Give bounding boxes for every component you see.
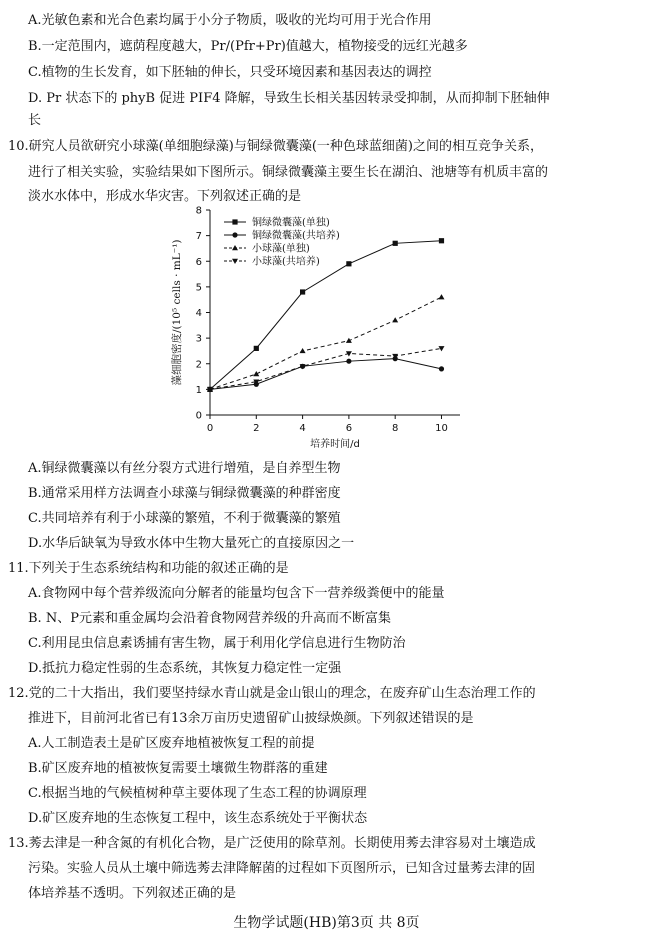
q12-option-d: D.矿区废弃地的生态恢复工程中，该生态系统处于平衡状态 bbox=[28, 811, 368, 826]
legend-label-4: 小球藻(共培养) bbox=[252, 256, 320, 268]
q13-stem-line-2: 污染。实验人员从土壤中筛选莠去津降解菌的过程如下页图所示，已知含过量莠去津的固 bbox=[28, 861, 536, 876]
q13-stem-line-1: 13.莠去津是一种含氮的有机化合物，是广泛使用的除草剂。长期使用莠去津容易对土壤造成 bbox=[8, 836, 536, 851]
series-line-2 bbox=[210, 359, 441, 390]
q12-option-a: A.人工制造表土是矿区废弃地植被恢复工程的前提 bbox=[28, 736, 315, 751]
data-point-series-1 bbox=[439, 238, 444, 243]
legend-label-1: 铜绿微囊藻(单独) bbox=[252, 217, 330, 229]
y-tick-label: 6 bbox=[195, 256, 202, 268]
legend-label-2: 铜绿微囊藻(共培养) bbox=[252, 230, 340, 242]
y-tick-label: 0 bbox=[195, 410, 202, 422]
series-line-3 bbox=[210, 297, 441, 389]
prev-option-d-continued: 长 bbox=[28, 113, 42, 128]
legend-marker-1 bbox=[232, 219, 237, 224]
x-tick-label: 8 bbox=[391, 423, 399, 434]
q11-option-b: B. N、P元素和重金属均会沿着食物网营养级的升高而不断富集 bbox=[28, 611, 391, 626]
q10-option-b: B.通常采用样方法调查小球藻与铜绿微囊藻的种群密度 bbox=[28, 486, 341, 501]
legend-label-3: 小球藻(单独) bbox=[252, 243, 310, 255]
data-point-series-1 bbox=[346, 261, 351, 266]
series-line-4 bbox=[210, 348, 441, 389]
data-point-series-1 bbox=[254, 346, 259, 351]
q12-stem-line-1: 12.党的二十大指出，我们要坚持绿水青山就是金山银山的理念，在废弃矿山生态治理工作的 bbox=[8, 686, 536, 701]
q10-stem-line-1: 10.研究人员欲研究小球藻(单细胞绿藻)与铜绿微囊藻(一种色球蓝细菌)之间的相互竞争关系， bbox=[8, 139, 543, 154]
prev-option-a: A.光敏色素和光合色素均属于小分子物质，吸收的光均可用于光合作用 bbox=[28, 13, 432, 28]
q11-option-a: A.食物网中每个营养级流向分解者的能量均包含下一营养级粪便中的能量 bbox=[28, 586, 445, 601]
y-tick-label: 8 bbox=[195, 205, 202, 217]
q12-option-b: B.矿区废弃地的植被恢复需要土壤微生物群落的重建 bbox=[28, 761, 328, 776]
x-axis-label: 培养时间/d bbox=[310, 439, 360, 450]
data-point-series-1 bbox=[393, 241, 398, 246]
legend-marker-3 bbox=[232, 245, 238, 250]
prev-option-d: D. Pr 状态下的 phyB 促进 PIF4 降解，导致生长相关基因转录受抑制，从而抑制下胚轴伸 bbox=[28, 91, 550, 106]
q10-option-d: D.水华后缺氧为导致水体中生物大量死亡的直接原因之一 bbox=[28, 536, 355, 551]
x-tick-label: 4 bbox=[299, 423, 306, 434]
prev-option-c: C.植物的生长发育，如下胚轴的伸长，只受环境因素和基因表达的调控 bbox=[28, 65, 432, 80]
y-tick-label: 2 bbox=[195, 359, 202, 371]
y-tick-label: 5 bbox=[195, 282, 202, 294]
q11-option-c: C.利用昆虫信息素诱捕有害生物，属于利用化学信息进行生物防治 bbox=[28, 636, 406, 651]
data-point-series-3 bbox=[300, 348, 306, 353]
x-tick-label: 0 bbox=[206, 423, 214, 434]
q10-line-chart bbox=[150, 200, 470, 452]
q10-option-c: C.共同培养有利于小球藻的繁殖，不利于微囊藻的繁殖 bbox=[28, 511, 341, 526]
y-axis-label: 藻细胞密度/(10⁵ cells · mL⁻¹) bbox=[171, 239, 183, 386]
y-tick-label: 7 bbox=[195, 231, 202, 243]
q11-option-d: D.抵抗力稳定性弱的生态系统，其恢复力稳定性一定强 bbox=[28, 661, 342, 676]
x-tick-label: 10 bbox=[435, 423, 448, 434]
q12-option-c: C.根据当地的气候植树种草主要体现了生态工程的协调原理 bbox=[28, 786, 367, 801]
y-tick-label: 3 bbox=[195, 333, 202, 345]
data-point-series-3 bbox=[438, 294, 444, 299]
data-point-series-2 bbox=[439, 366, 444, 371]
page-footer: 生物学试题(HB)第3页 共 8页 bbox=[233, 915, 420, 931]
series-line-1 bbox=[210, 241, 441, 390]
data-point-series-3 bbox=[392, 317, 398, 322]
q13-stem-line-3: 体培养基不透明。下列叙述正确的是 bbox=[28, 886, 237, 901]
legend-marker-4 bbox=[232, 259, 238, 264]
data-point-series-2 bbox=[346, 359, 351, 364]
q12-stem-line-2: 推进下，目前河北省已有13余万亩历史遗留矿山披绿焕颜。下列叙述错误的是 bbox=[28, 711, 474, 726]
y-tick-label: 4 bbox=[195, 308, 202, 319]
legend-marker-2 bbox=[232, 232, 237, 237]
data-point-series-1 bbox=[300, 289, 305, 294]
x-tick-label: 6 bbox=[345, 423, 353, 434]
data-point-series-3 bbox=[253, 371, 259, 376]
q11-stem: 11.下列关于生态系统结构和功能的叙述正确的是 bbox=[8, 561, 289, 576]
prev-option-b: B.一定范围内，遮荫程度越大，Pr/(Pfr+Pr)值越大，植物接受的远红光越多 bbox=[28, 39, 468, 54]
x-tick-label: 2 bbox=[253, 423, 260, 434]
y-tick-label: 1 bbox=[195, 384, 202, 396]
q10-stem-line-2: 进行了相关实验，实验结果如下图所示。铜绿微囊藻主要生长在湖泊、池塘等有机质丰富的 bbox=[28, 165, 549, 180]
q10-option-a: A.铜绿微囊藻以有丝分裂方式进行增殖，是自养型生物 bbox=[28, 461, 341, 476]
q10-stem-line-3: 淡水水体中，形成水华灾害。下列叙述正确的是 bbox=[28, 189, 302, 204]
